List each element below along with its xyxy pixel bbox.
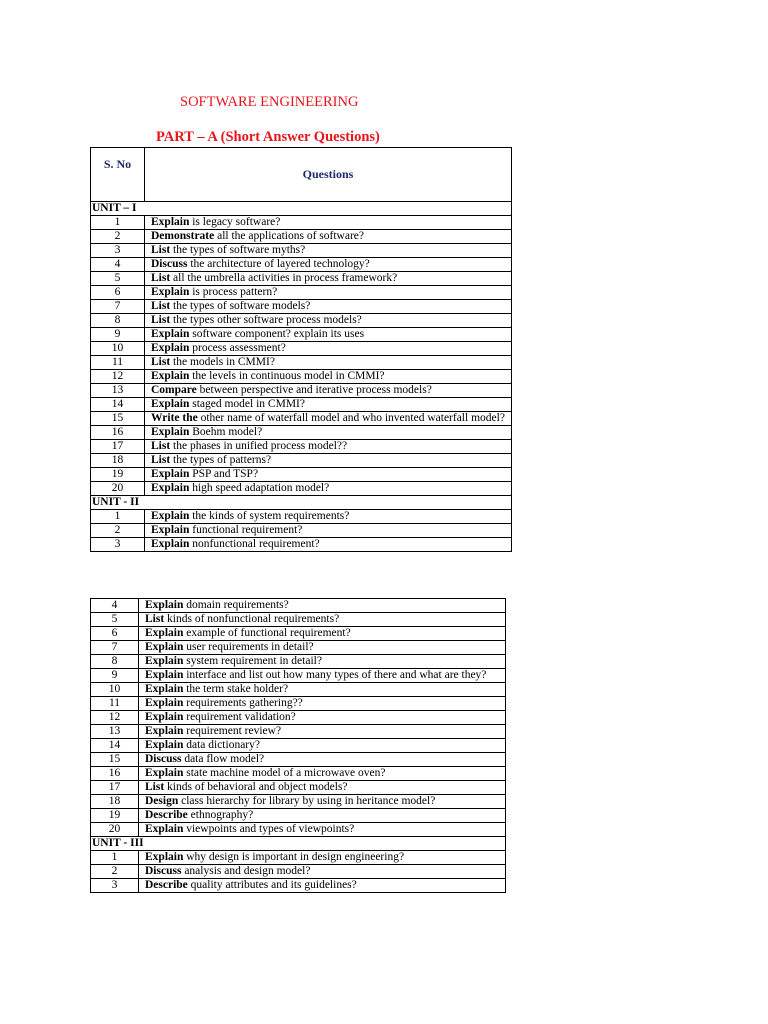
question-text: [139, 669, 506, 683]
question-row: [91, 669, 506, 683]
question-rest: ethnography?: [187, 809, 254, 821]
question-number: 13: [91, 384, 145, 398]
unit-label: UNIT – I: [91, 202, 512, 216]
question-verb: Demonstrate: [151, 230, 215, 242]
question-number: 19: [91, 468, 145, 482]
question-text: [139, 697, 506, 711]
question-text: [145, 370, 512, 384]
question-row: [91, 412, 512, 426]
question-text: [139, 641, 506, 655]
unit-label: UNIT - III: [91, 837, 506, 851]
question-number: 18: [91, 795, 139, 809]
question-number: 2: [91, 230, 145, 244]
question-number: 16: [91, 426, 145, 440]
question-number: 1: [91, 851, 139, 865]
question-verb: Explain: [151, 328, 190, 340]
question-verb: Explain: [151, 216, 190, 228]
question-number: 16: [91, 767, 139, 781]
question-number: 1: [91, 216, 145, 230]
question-row: [91, 823, 506, 837]
question-rest: kinds of behavioral and object models?: [164, 781, 348, 793]
question-row: [91, 454, 512, 468]
question-row: [91, 230, 512, 244]
question-text: [139, 739, 506, 753]
question-row: [91, 510, 512, 524]
question-verb: List: [145, 781, 165, 793]
questions-table-2-body: [91, 599, 506, 893]
question-rest: kinds of nonfunctional requirements?: [164, 613, 340, 625]
question-row: [91, 524, 512, 538]
question-number: 5: [91, 272, 145, 286]
question-rest: data flow model?: [181, 753, 265, 765]
question-rest: viewpoints and types of viewpoints?: [183, 823, 355, 835]
question-rest: software component? explain its uses: [189, 328, 365, 340]
question-rest: is legacy software?: [189, 216, 281, 228]
question-row: [91, 711, 506, 725]
question-text: [139, 725, 506, 739]
document-title: SOFTWARE ENGINEERING: [180, 94, 359, 110]
question-text: [139, 865, 506, 879]
question-verb: Explain: [151, 538, 190, 550]
question-verb: List: [151, 440, 171, 452]
question-verb: Design: [145, 795, 179, 807]
question-verb: Explain: [145, 669, 184, 681]
question-number: 9: [91, 669, 139, 683]
question-text: [145, 356, 512, 370]
question-text: [139, 767, 506, 781]
question-text: [145, 272, 512, 286]
question-text: [145, 342, 512, 356]
question-number: 5: [91, 613, 139, 627]
question-row: [91, 739, 506, 753]
question-text: [145, 398, 512, 412]
question-rest: system requirement in detail?: [183, 655, 322, 667]
question-row: [91, 328, 512, 342]
question-number: 1: [91, 510, 145, 524]
question-row: [91, 300, 512, 314]
question-number: 14: [91, 739, 139, 753]
question-row: [91, 398, 512, 412]
question-number: 12: [91, 711, 139, 725]
question-text: [139, 655, 506, 669]
question-verb: Write the: [151, 412, 198, 424]
question-row: [91, 697, 506, 711]
question-verb: Explain: [145, 711, 184, 723]
questions-table-1: [90, 147, 512, 552]
question-verb: Explain: [145, 739, 184, 751]
question-row: [91, 342, 512, 356]
question-rest: all the umbrella activities in process framework?: [170, 272, 398, 284]
question-rest: the types of software myths?: [170, 244, 306, 256]
question-row: [91, 725, 506, 739]
question-row: [91, 286, 512, 300]
question-rest: data dictionary?: [183, 739, 260, 751]
question-rest: between perspective and iterative process models?: [196, 384, 432, 396]
question-rest: why design is important in design engineering?: [183, 851, 405, 863]
question-row: [91, 482, 512, 496]
question-row: [91, 627, 506, 641]
question-text: [139, 809, 506, 823]
question-row: [91, 809, 506, 823]
questions-table-2: [90, 598, 506, 893]
question-text: [145, 524, 512, 538]
question-verb: Compare: [151, 384, 197, 396]
question-number: 2: [91, 865, 139, 879]
unit-row: [91, 202, 512, 216]
question-row: [91, 356, 512, 370]
question-verb: Explain: [145, 725, 184, 737]
question-verb: Explain: [145, 683, 184, 695]
question-number: 10: [91, 683, 139, 697]
question-row: [91, 655, 506, 669]
question-rest: the types of software models?: [170, 300, 311, 312]
question-text: [145, 454, 512, 468]
part-title: PART – A (Short Answer Questions): [156, 129, 380, 145]
question-verb: Explain: [145, 641, 184, 653]
question-verb: Describe: [145, 809, 188, 821]
question-number: 7: [91, 300, 145, 314]
question-verb: List: [145, 613, 165, 625]
question-row: [91, 795, 506, 809]
question-text: [145, 230, 512, 244]
question-verb: List: [151, 300, 171, 312]
question-text: [145, 510, 512, 524]
question-row: [91, 258, 512, 272]
question-number: 15: [91, 753, 139, 767]
question-verb: Explain: [145, 655, 184, 667]
question-row: [91, 244, 512, 258]
question-verb: Discuss: [145, 865, 182, 877]
question-verb: Explain: [145, 851, 184, 863]
question-verb: List: [151, 454, 171, 466]
question-verb: Explain: [151, 510, 190, 522]
question-number: 17: [91, 781, 139, 795]
question-rest: Boehm model?: [189, 426, 263, 438]
question-number: 4: [91, 599, 139, 613]
question-verb: Explain: [145, 697, 184, 709]
question-rest: quality attributes and its guidelines?: [187, 879, 357, 891]
questions-header: Questions: [145, 148, 512, 202]
question-verb: Explain: [145, 627, 184, 639]
question-verb: Discuss: [145, 753, 182, 765]
question-verb: Explain: [145, 599, 184, 611]
question-text: [139, 879, 506, 893]
question-number: 13: [91, 725, 139, 739]
question-row: [91, 865, 506, 879]
question-row: [91, 384, 512, 398]
question-rest: requirements gathering??: [183, 697, 303, 709]
question-number: 2: [91, 524, 145, 538]
question-text: [145, 258, 512, 272]
question-row: [91, 599, 506, 613]
question-text: [145, 286, 512, 300]
question-rest: the types of patterns?: [170, 454, 272, 466]
question-text: [145, 538, 512, 552]
question-rest: functional requirement?: [189, 524, 303, 536]
question-text: [139, 851, 506, 865]
question-text: [145, 328, 512, 342]
question-row: [91, 641, 506, 655]
question-number: 8: [91, 655, 139, 669]
question-row: [91, 851, 506, 865]
question-text: [139, 599, 506, 613]
question-number: 11: [91, 356, 145, 370]
question-text: [145, 244, 512, 258]
question-number: 19: [91, 809, 139, 823]
question-rest: is process pattern?: [189, 286, 278, 298]
question-number: 10: [91, 342, 145, 356]
question-text: [139, 683, 506, 697]
question-number: 6: [91, 627, 139, 641]
question-rest: high speed adaptation model?: [189, 482, 330, 494]
question-text: [145, 468, 512, 482]
question-rest: requirement validation?: [183, 711, 296, 723]
question-text: [145, 426, 512, 440]
question-verb: Explain: [151, 286, 190, 298]
question-text: [145, 314, 512, 328]
question-text: [139, 613, 506, 627]
question-rest: domain requirements?: [183, 599, 289, 611]
question-text: [139, 627, 506, 641]
question-text: [145, 384, 512, 398]
question-row: [91, 468, 512, 482]
question-rest: the models in CMMI?: [170, 356, 275, 368]
question-rest: interface and list out how many types of there and what are they?: [183, 669, 487, 681]
question-row: [91, 879, 506, 893]
question-verb: Explain: [151, 524, 190, 536]
question-text: [145, 216, 512, 230]
question-rest: the architecture of layered technology?: [187, 258, 370, 270]
sno-header: S. No: [91, 148, 145, 202]
question-row: [91, 216, 512, 230]
question-number: 15: [91, 412, 145, 426]
question-number: 18: [91, 454, 145, 468]
question-rest: example of functional requirement?: [183, 627, 351, 639]
question-row: [91, 440, 512, 454]
question-rest: PSP and TSP?: [189, 468, 259, 480]
question-row: [91, 538, 512, 552]
question-number: 9: [91, 328, 145, 342]
question-rest: the kinds of system requirements?: [189, 510, 350, 522]
question-number: 8: [91, 314, 145, 328]
question-text: [139, 795, 506, 809]
question-rest: the term stake holder?: [183, 683, 289, 695]
question-rest: state machine model of a microwave oven?: [183, 767, 386, 779]
question-number: 20: [91, 823, 139, 837]
question-verb: Discuss: [151, 258, 188, 270]
question-rest: analysis and design model?: [181, 865, 311, 877]
question-text: [139, 823, 506, 837]
question-rest: requirement review?: [183, 725, 282, 737]
question-row: [91, 314, 512, 328]
question-verb: Explain: [151, 370, 190, 382]
question-rest: other name of waterfall model and who invented waterfall model?: [197, 412, 505, 424]
question-verb: Explain: [145, 767, 184, 779]
question-number: 20: [91, 482, 145, 496]
question-rest: nonfunctional requirement?: [189, 538, 320, 550]
unit-row: [91, 837, 506, 851]
question-verb: Explain: [151, 342, 190, 354]
questions-table-1-body: [91, 202, 512, 552]
question-number: 12: [91, 370, 145, 384]
question-number: 3: [91, 244, 145, 258]
unit-label: UNIT - II: [91, 496, 512, 510]
question-rest: the types other software process models?: [170, 314, 362, 326]
question-text: [145, 412, 512, 426]
question-verb: Explain: [151, 468, 190, 480]
question-verb: Describe: [145, 879, 188, 891]
question-number: 6: [91, 286, 145, 300]
table-header-row: [91, 148, 512, 202]
question-verb: Explain: [151, 482, 190, 494]
question-text: [139, 711, 506, 725]
question-text: [145, 440, 512, 454]
question-number: 17: [91, 440, 145, 454]
question-row: [91, 767, 506, 781]
question-text: [139, 753, 506, 767]
question-rest: all the applications of software?: [214, 230, 364, 242]
unit-row: [91, 496, 512, 510]
question-verb: List: [151, 314, 171, 326]
question-row: [91, 753, 506, 767]
question-row: [91, 613, 506, 627]
question-number: 3: [91, 538, 145, 552]
question-verb: List: [151, 244, 171, 256]
question-row: [91, 683, 506, 697]
question-rest: class hierarchy for library by using in heritance model?: [178, 795, 436, 807]
question-text: [145, 482, 512, 496]
question-text: [145, 300, 512, 314]
question-rest: the levels in continuous model in CMMI?: [189, 370, 385, 382]
question-row: [91, 272, 512, 286]
question-number: 14: [91, 398, 145, 412]
question-row: [91, 426, 512, 440]
question-verb: Explain: [151, 426, 190, 438]
question-verb: List: [151, 356, 171, 368]
question-number: 11: [91, 697, 139, 711]
question-rest: process assessment?: [189, 342, 286, 354]
question-rest: the phases in unified process model??: [170, 440, 348, 452]
question-verb: Explain: [151, 398, 190, 410]
question-rest: user requirements in detail?: [183, 641, 314, 653]
question-number: 4: [91, 258, 145, 272]
question-number: 7: [91, 641, 139, 655]
question-verb: Explain: [145, 823, 184, 835]
question-row: [91, 370, 512, 384]
question-number: 3: [91, 879, 139, 893]
question-rest: staged model in CMMI?: [189, 398, 305, 410]
question-verb: List: [151, 272, 171, 284]
question-text: [139, 781, 506, 795]
question-row: [91, 781, 506, 795]
